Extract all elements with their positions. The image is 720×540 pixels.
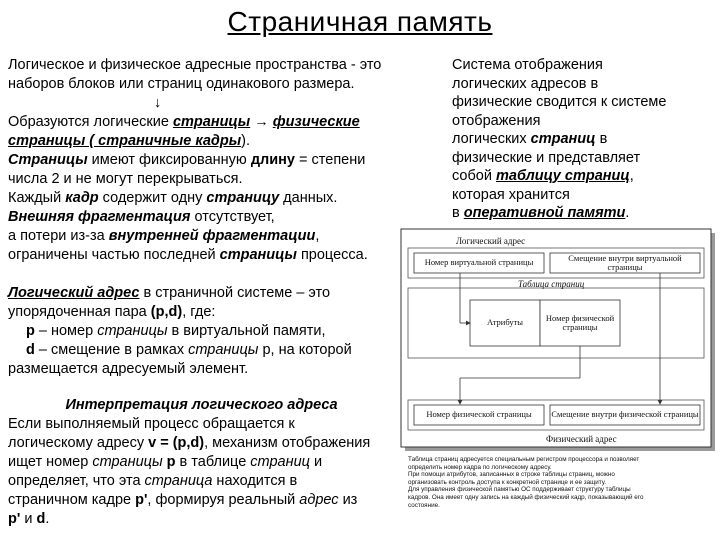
- text-run: Образуются логические: [8, 114, 173, 130]
- down-arrow: ↓: [154, 95, 162, 111]
- text-run: в виртуальной памяти,: [167, 323, 326, 339]
- text-line: [452, 167, 717, 186]
- text-run: страничном кадре: [8, 492, 136, 508]
- text-run: из: [338, 492, 358, 508]
- box-attributes-text: Атрибуты: [486, 317, 523, 328]
- text-line: [8, 151, 418, 170]
- box-offset-physical-text: Смещение внутри физической страницы: [551, 409, 699, 420]
- box-physical-page-number-text: Номер физической страницы: [545, 312, 615, 332]
- diagram-caption: [408, 456, 718, 509]
- caption-line: кадров. Она имеет одну запись на каждый физический кадр, показывающий его: [408, 493, 644, 501]
- text-line: [8, 341, 403, 360]
- text-line: Система отображения: [452, 57, 603, 73]
- text-run: – номер: [34, 323, 98, 339]
- text-line: отображения: [452, 112, 541, 129]
- text-line: которая хранится: [452, 186, 570, 203]
- text-line: Если выполняемый процесс обращается к: [8, 416, 295, 432]
- term-address: адрес: [299, 492, 339, 508]
- text-line: [452, 204, 717, 223]
- term-pages-3: Страницы: [8, 152, 88, 168]
- text-run: .: [625, 205, 630, 221]
- text-line: [8, 472, 403, 491]
- text-run: отсутствует,: [190, 209, 275, 225]
- symbol-d: d: [26, 342, 35, 358]
- slide-title: Страничная память: [227, 6, 493, 37]
- text-run: а потери из-за: [8, 228, 109, 244]
- term-page: страницу: [206, 190, 280, 206]
- text-line: [452, 130, 717, 149]
- text-run: в страничной системе – это: [139, 285, 331, 301]
- text-line: [8, 284, 403, 303]
- text-line: [8, 510, 403, 529]
- text-line: физические и представляет: [452, 149, 641, 166]
- text-line: размещается адресуемый элемент.: [8, 361, 249, 377]
- arrow-text: →: [250, 114, 273, 130]
- text-run: собой: [452, 168, 496, 184]
- vector-v: v = (p,d): [148, 435, 205, 451]
- text-run: – смещение в рамках: [34, 342, 189, 358]
- box-page-number-text: Номер виртуальной страницы: [424, 257, 534, 268]
- text-run: определяет, что эта: [8, 473, 145, 489]
- text-run: упорядоченная пара: [8, 304, 151, 320]
- term-page-frames: страничные кадры: [98, 133, 242, 149]
- text-line: [8, 322, 403, 341]
- term-pages: страницы: [172, 114, 251, 130]
- term-internal-fragmentation: внутренней фрагментации: [108, 228, 316, 244]
- text-line: [8, 208, 418, 227]
- term-pages: страниц: [530, 131, 596, 147]
- mapping-paragraph: [452, 56, 717, 223]
- term-page: страница: [144, 473, 213, 489]
- text-run: ,: [629, 168, 634, 184]
- term-page-table: таблицу страниц: [495, 168, 630, 184]
- symbol-p-prime: p': [8, 511, 21, 527]
- logical-address-paragraph: [8, 284, 403, 379]
- text-run: имеют фиксированную: [87, 152, 251, 168]
- text-run: и: [309, 454, 323, 470]
- text-run: = степени: [295, 152, 366, 168]
- text-run: ,: [315, 228, 320, 244]
- label-page-table: Таблица страниц: [518, 279, 585, 289]
- text-run: наборов блоков или страниц одинакового размера.: [8, 76, 355, 92]
- text-line: [8, 303, 403, 322]
- text-line: физические сводится к системе: [452, 94, 667, 110]
- symbol-p-prime: p': [135, 492, 148, 508]
- symbol-d: d: [36, 511, 46, 527]
- caption-line: определить номер кадра по логическому адресу.: [408, 463, 552, 471]
- term-page: страницы: [219, 247, 297, 263]
- pair-pd: (p,d): [150, 304, 183, 320]
- text-run: , формируя реальный: [147, 492, 300, 508]
- text-line: [8, 453, 403, 472]
- term-ram: оперативной памяти: [463, 205, 626, 221]
- symbol-p: p: [26, 323, 35, 339]
- text-run: находится в: [212, 473, 298, 489]
- text-run: ограничены частью последней: [8, 247, 220, 263]
- text-run: логических: [452, 131, 531, 147]
- text-line: [8, 434, 403, 453]
- text-run: ).: [241, 133, 250, 149]
- term-logical-address: Логический адрес: [8, 285, 140, 301]
- term-page: страницы: [97, 323, 168, 339]
- caption-line: Таблица страниц адресуется специальным регистром процессора и позволяет: [408, 456, 640, 463]
- term-pages-2: страницы (: [8, 133, 99, 149]
- caption-line: состояние.: [408, 501, 440, 509]
- text-line: логических адресов в: [452, 75, 599, 92]
- text-line: [8, 246, 418, 265]
- box-offset-virtual-text: Смещение внутри виртуальной страницы: [568, 252, 682, 272]
- text-run: данных.: [279, 190, 338, 206]
- interpretation-paragraph: [8, 396, 403, 529]
- term-pages: страниц: [250, 454, 310, 470]
- caption-line: При помощи атрибутов, записанных в строке таблицы страниц, можно: [408, 471, 615, 479]
- term-page: страницы: [188, 342, 259, 358]
- text-run: в: [452, 205, 464, 221]
- text-line: [8, 75, 418, 94]
- term-page: страницы: [92, 454, 163, 470]
- text-line: [8, 491, 403, 510]
- caption-line: Для управления физической памятью ОС поддерживает структуру таблицы: [408, 486, 631, 494]
- text-line: числа 2 и не могут перекрываться.: [8, 171, 243, 187]
- label-logical-address: Логический адрес: [456, 236, 526, 246]
- text-run: содержит одну: [98, 190, 207, 206]
- text-run: в: [595, 131, 608, 147]
- text-line: [8, 189, 418, 208]
- text-run: Каждый: [8, 190, 66, 206]
- text-line: [8, 113, 418, 132]
- label-physical-address: Физический адрес: [546, 434, 617, 444]
- text-run: в таблице: [175, 454, 251, 470]
- text-run: p, на которой: [258, 342, 352, 358]
- text-line: [8, 132, 418, 151]
- term-external-fragmentation: Внешняя фрагментация: [8, 209, 191, 225]
- text-run: процесса.: [296, 247, 368, 263]
- caption-line: организовать контроль доступа к конкретной странице и ее защиту.: [408, 478, 607, 486]
- text-run: и: [20, 511, 37, 527]
- term-physical: физические: [272, 114, 360, 130]
- intro-paragraph: [8, 56, 418, 265]
- box-physical-page-number-2-text: Номер физической страницы: [426, 409, 532, 420]
- text-run: , где:: [182, 304, 216, 320]
- symbol-p: p: [162, 454, 176, 470]
- term-frame: кадр: [65, 190, 99, 206]
- text-line: [8, 227, 418, 246]
- text-line: Логическое и физическое адресные пространства - это: [8, 57, 382, 73]
- text-run: , механизм отображения: [204, 435, 371, 451]
- term-length: длину: [250, 152, 295, 168]
- text-run: ищет номер: [8, 454, 93, 470]
- text-run: логическому адресу: [8, 435, 149, 451]
- address-translation-diagram: [400, 228, 716, 452]
- section-heading: Интерпретация логического адреса: [65, 397, 338, 413]
- text-run: .: [45, 511, 50, 527]
